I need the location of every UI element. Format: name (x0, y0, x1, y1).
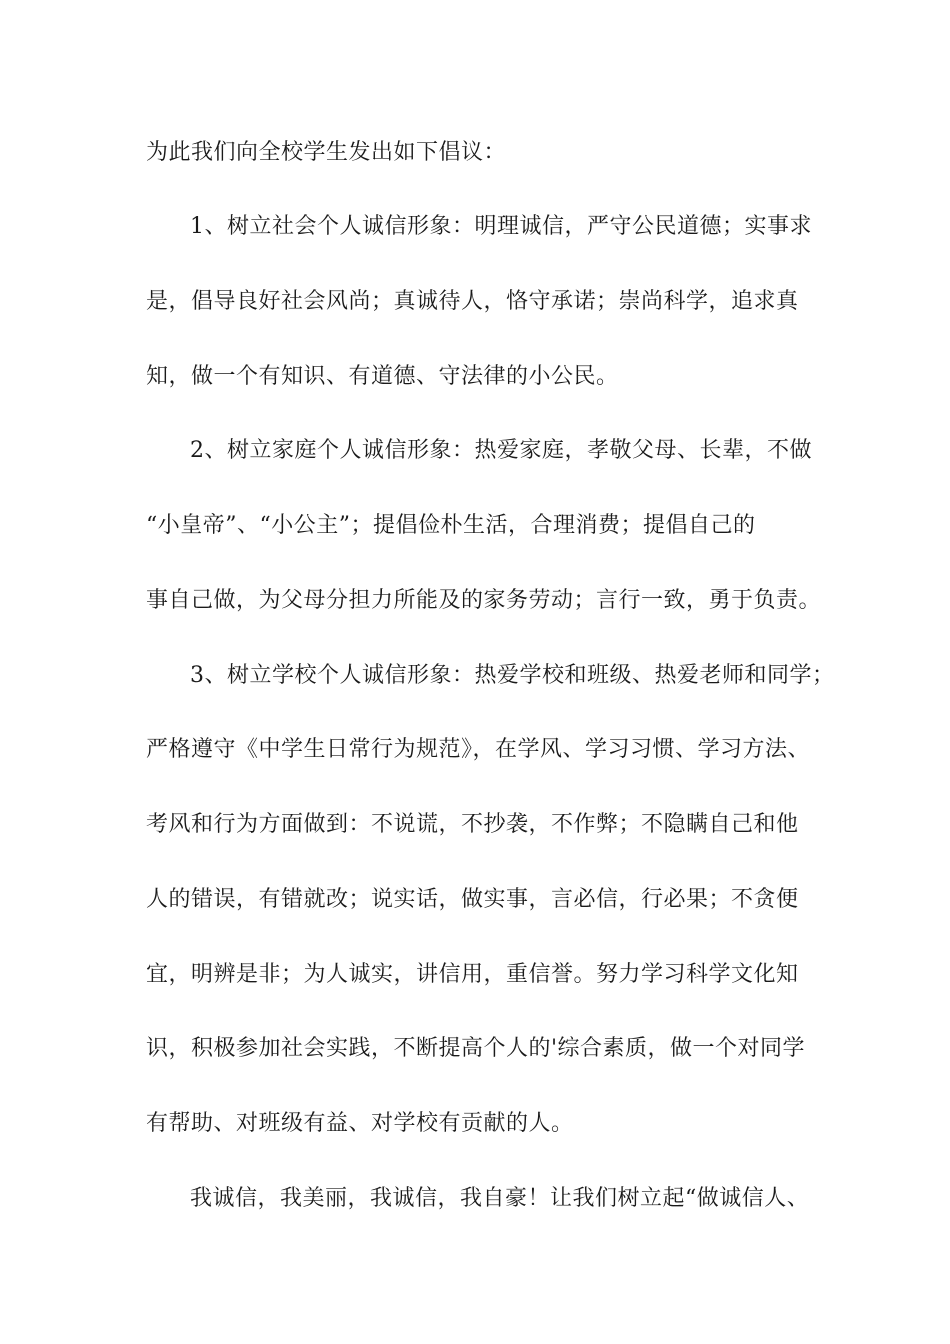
text-line: 识，积极参加社会实践，不断提高个人的'综合素质，做一个对同学 (146, 1036, 806, 1061)
text-line: 考风和行为方面做到：不说谎，不抄袭，不作弊；不隐瞒自己和他 (146, 812, 799, 837)
text-line-item1-start: 1、树立社会个人诚信形象：明理诚信，严守公民道德；实事求 (190, 214, 812, 239)
text-line-item2-start: 2、树立家庭个人诚信形象：热爱家庭，孝敬父母、长辈，不做 (190, 438, 812, 463)
text-line-closing: 我诚信，我美丽，我诚信，我自豪！让我们树立起“做诚信人、 (190, 1186, 810, 1211)
text-line: “小皇帝”、“小公主”；提倡俭朴生活，合理消费；提倡自己的 (146, 513, 756, 538)
text-line-intro: 为此我们向全校学生发出如下倡议： (146, 140, 507, 165)
text-line-item3-start: 3、树立学校个人诚信形象：热爱学校和班级、热爱老师和同学； (190, 663, 835, 688)
text-line: 有帮助、对班级有益、对学校有贡献的人。 (146, 1111, 574, 1136)
text-line: 知，做一个有知识、有道德、守法律的小公民。 (146, 364, 619, 389)
text-line: 严格遵守《中学生日常行为规范》，在学风、学习习惯、学习方法、 (146, 737, 811, 762)
text-line: 是，倡导良好社会风尚；真诚待人，恪守承诺；崇尚科学，追求真 (146, 289, 799, 314)
text-line: 宜，明辨是非；为人诚实，讲信用，重信誉。努力学习科学文化知 (146, 962, 799, 987)
text-line: 事自己做，为父母分担力所能及的家务劳动；言行一致，勇于负责。 (146, 588, 822, 613)
text-line: 人的错误，有错就改；说实话，做实事，言必信，行必果；不贪便 (146, 887, 799, 912)
